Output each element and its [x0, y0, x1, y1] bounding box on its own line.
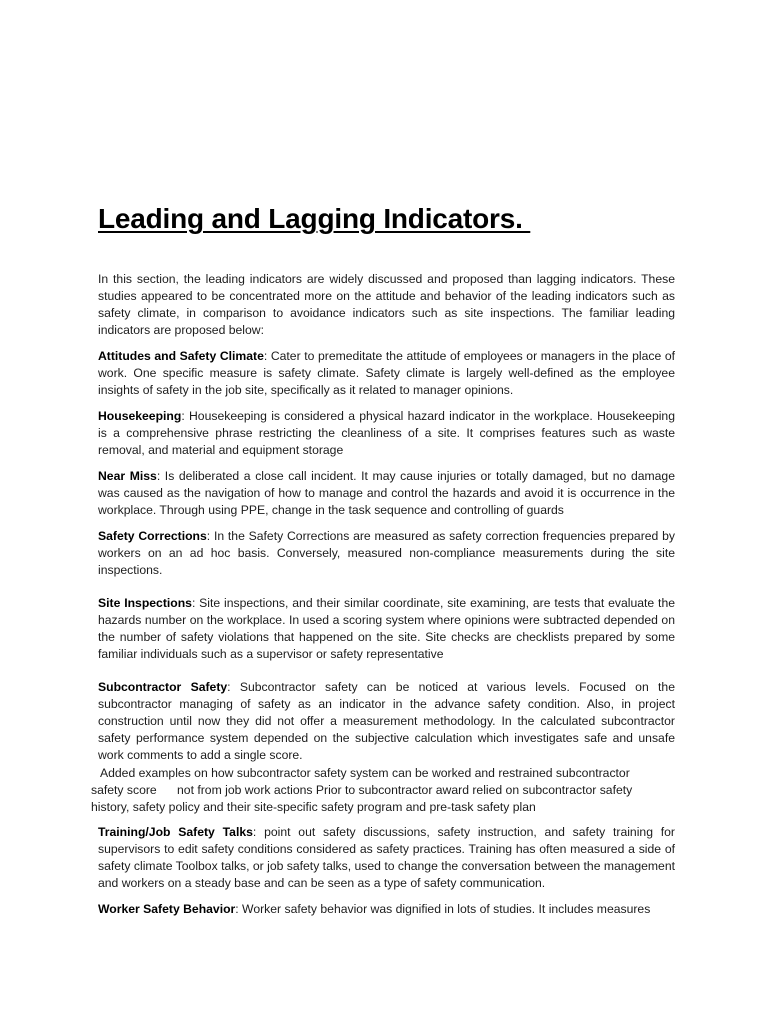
- section-subcontractor-safety: [98, 679, 675, 764]
- section-term: Site Inspections: [98, 596, 192, 610]
- subcontractor-extra-paragraph: [91, 765, 675, 816]
- section-near-miss: [98, 468, 675, 519]
- section-site-inspections: [98, 595, 675, 663]
- section-text: : Is deliberated a close call incident. It may cause injuries or totally damaged, but no damage was caused as the navigation of how to manage and control the hazards and avoid it is occurrence in the workplace. Through using PPE, change in the task sequence and controlling of guards: [98, 469, 675, 518]
- section-term: Near Miss: [98, 469, 157, 483]
- section-attitudes-safety-climate: [98, 348, 675, 399]
- section-text: : Cater to premeditate the attitude of employees or managers in the place of work. One specific measure is safety climate. Safety climate is largely well-defined as the employee insights of safety in the job site, specifically as it related to manager opinions.: [98, 349, 676, 398]
- subcontractor-extra-line: safety score not from job work actions Prior to subcontractor award relied on subcontractor safety: [91, 783, 633, 798]
- intro-paragraph: In this section, the leading indicators are widely discussed and proposed than lagging indicators. These studies appeared to be concentrated more on the attitude and behavior of the leading indicators such as safety climate, in comparison to avoidance indicators such as site inspections. The familiar leading indicators are proposed below:: [98, 272, 675, 338]
- section-term: Worker Safety Behavior: [98, 902, 236, 916]
- section-term: Subcontractor Safety: [98, 680, 228, 694]
- section-text: : Worker safety behavior was dignified in lots of studies. It includes measures: [235, 902, 651, 916]
- section-training-job-safety-talks: [98, 824, 675, 892]
- page-title: Leading and Lagging Indicators.: [98, 203, 531, 234]
- section-housekeeping: [98, 408, 675, 459]
- section-term: Training/Job Safety Talks: [98, 825, 253, 839]
- section-text: : point out safety discussions, safety instruction, and safety training for supervisors to edit safety conditions considered as safety practices. Training has often measured a side of safety climate Toolbox talks, or job safety talks, used to change the conversation between the management and workers on a steady base and can be seen as a type of safety communication.: [98, 825, 675, 891]
- subcontractor-extra-line: Added examples on how subcontractor safety system can be worked and restrained subcontractor: [100, 766, 630, 780]
- section-text: : Site inspections, and their similar coordinate, site examining, are tests that evaluate the hazards number on the workplace. In used a scoring system where opinions were subtracted depended on the number of safety violations that happened on the site. Site checks are checklists prepared by some familiar individuals such as a supervisor or safety representative: [98, 596, 675, 662]
- section-worker-safety-behavior: [98, 901, 675, 918]
- section-term: Housekeeping: [98, 409, 182, 423]
- section-term: Attitudes and Safety Climate: [98, 349, 264, 363]
- subcontractor-extra-line: history, safety policy and their site-specific safety program and pre-task safety plan: [91, 800, 536, 815]
- section-text: : Housekeeping is considered a physical hazard indicator in the workplace. Housekeeping is a comprehensive phrase restricting the cleanliness of a site. It comprises features such as waste removal, and material and equipment storage: [98, 409, 675, 458]
- section-term: Safety Corrections: [98, 529, 207, 543]
- section-text: : In the Safety Corrections are measured as safety correction frequencies prepared by workers on an ad hoc basis. Conversely, measured non-compliance measurements during the site inspections.: [98, 529, 675, 578]
- section-text: : Subcontractor safety can be noticed at various levels. Focused on the subcontractor managing of safety as an indicator in the advance safety condition. Also, in project construction until now they did not offer a measurement methodology. In the calculated subcontractor safety performance system depended on the subjective calculation which investigates safe and unsafe work comments to add a single score.: [98, 680, 675, 763]
- section-safety-corrections: [98, 528, 675, 579]
